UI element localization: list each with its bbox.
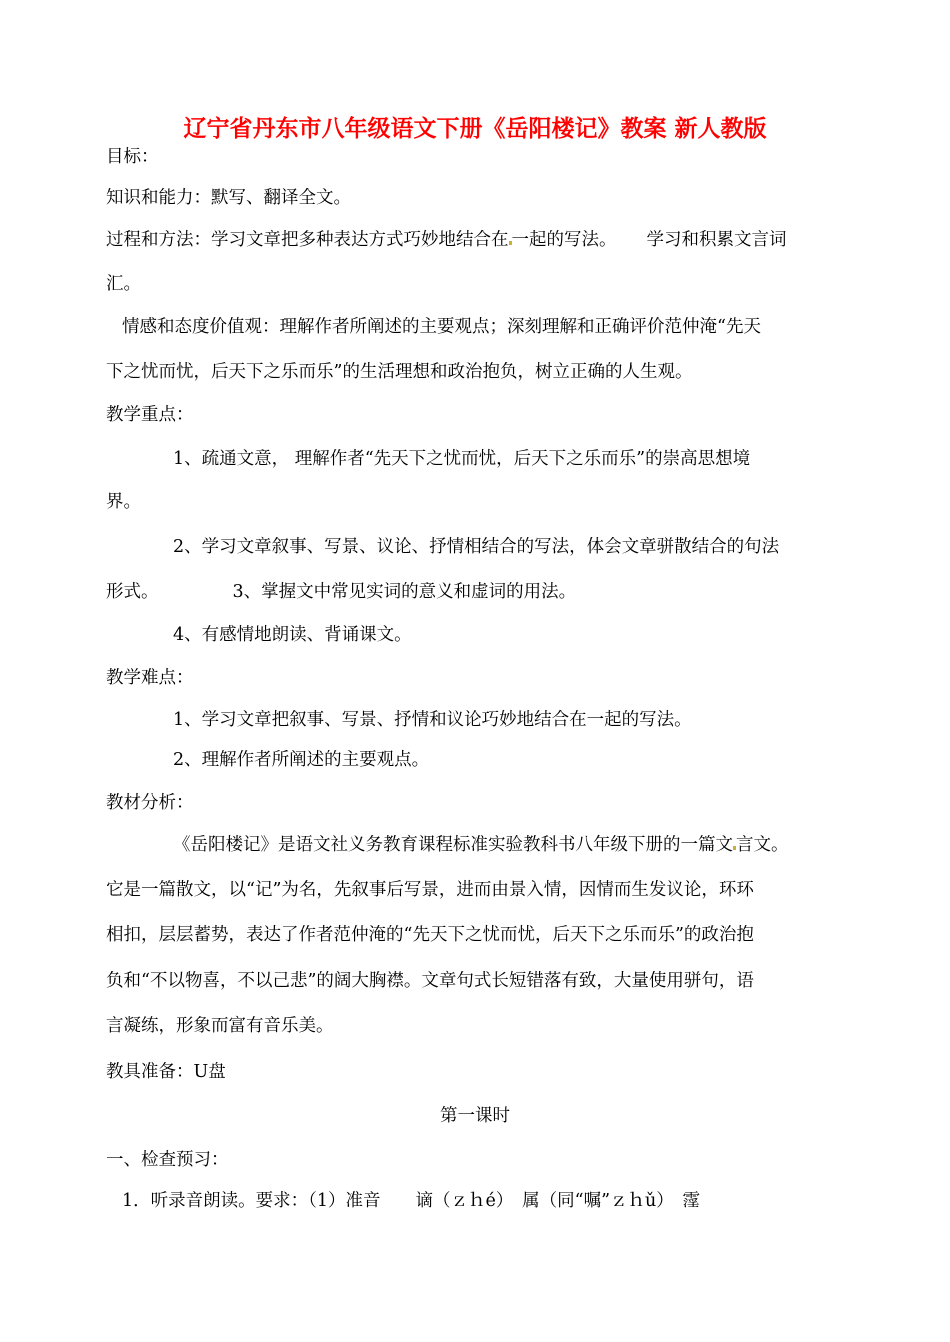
- objective-process-part3: 学习和积累文言词: [646, 230, 787, 250]
- heading-objectives: 目标：: [106, 147, 159, 167]
- key-point-1: 1、疏通文意， 理解作者“先天下之忧而忧，后天下之乐而乐”的崇高思想境: [173, 449, 751, 469]
- analysis-line-3: 相扣，层层蓄势，表达了作者范仲淹的“先天下之忧而忧，后天下之乐而乐”的政治抱: [106, 925, 754, 945]
- document-title: 辽宁省丹东市八年级语文下册《岳阳楼记》教案 新人教版: [183, 116, 767, 142]
- key-point-2: 2、学习文章叙事、写景、议论、抒情相结合的写法，体会文章骈散结合的句法: [173, 537, 780, 557]
- analysis-line-4: 负和“不以物喜，不以己悲”的阔大胸襟。文章句式长短错落有致，大量使用骈句，语: [106, 971, 754, 991]
- teaching-tools: 教具准备：U盘: [106, 1062, 226, 1082]
- lesson-heading: 第一课时: [440, 1106, 510, 1126]
- objective-attitude-cont: 下之忧而忧，后天下之乐而乐”的生活理想和政治抱负，树立正确的人生观。: [106, 362, 693, 382]
- objective-process-cont: 汇。: [106, 274, 141, 294]
- analysis-line-1-part1: 《岳阳楼记》是语文社义务教育课程标准实验教科书八年级下册的一篇文: [173, 835, 733, 855]
- objective-process-part2: 一起的写法。: [511, 230, 617, 250]
- key-point-4: 4、有感情地朗读、背诵课文。: [173, 625, 412, 645]
- difficulty-2: 2、理解作者所阐述的主要观点。: [173, 750, 430, 770]
- key-point-2-end: 形式。: [106, 582, 159, 602]
- analysis-line-1: [173, 833, 789, 857]
- heading-key-points: 教学重点：: [106, 405, 194, 425]
- key-point-2-cont: [106, 580, 576, 604]
- heading-difficulties: 教学难点：: [106, 668, 194, 688]
- analysis-line-5: 言凝练，形象而富有音乐美。: [106, 1016, 334, 1036]
- difficulty-1: 1、学习文章把叙事、写景、抒情和议论巧妙地结合在一起的写法。: [173, 710, 692, 730]
- objective-attitude: 情感和态度价值观：理解作者所阐述的主要观点；深刻理解和正确评价范仲淹“先天: [122, 317, 761, 337]
- key-point-1-cont: 界。: [106, 492, 141, 512]
- heading-material-analysis: 教材分析：: [106, 793, 194, 813]
- objective-process-part1: 过程和方法：学习文章把多种表达方式巧妙地结合在: [106, 230, 509, 250]
- section-preview-check: 一、检查预习：: [106, 1150, 229, 1170]
- objective-knowledge: 知识和能力：默写、翻译全文。: [106, 188, 351, 208]
- preview-item-1: 1．听录音朗读。要求：（1）准音 谪（ｚｈé） 属（同“嘱”ｚｈǔ） 霪: [122, 1191, 701, 1211]
- analysis-line-2: 它是一篇散文，以“记”为名，先叙事后写景，进而由景入情，因情而生发议论，环环: [106, 880, 754, 900]
- analysis-line-1-part2: 言文。: [736, 835, 789, 855]
- objective-process: [106, 228, 787, 252]
- key-point-3: 3、掌握文中常见实词的意义和虚词的用法。: [232, 582, 577, 602]
